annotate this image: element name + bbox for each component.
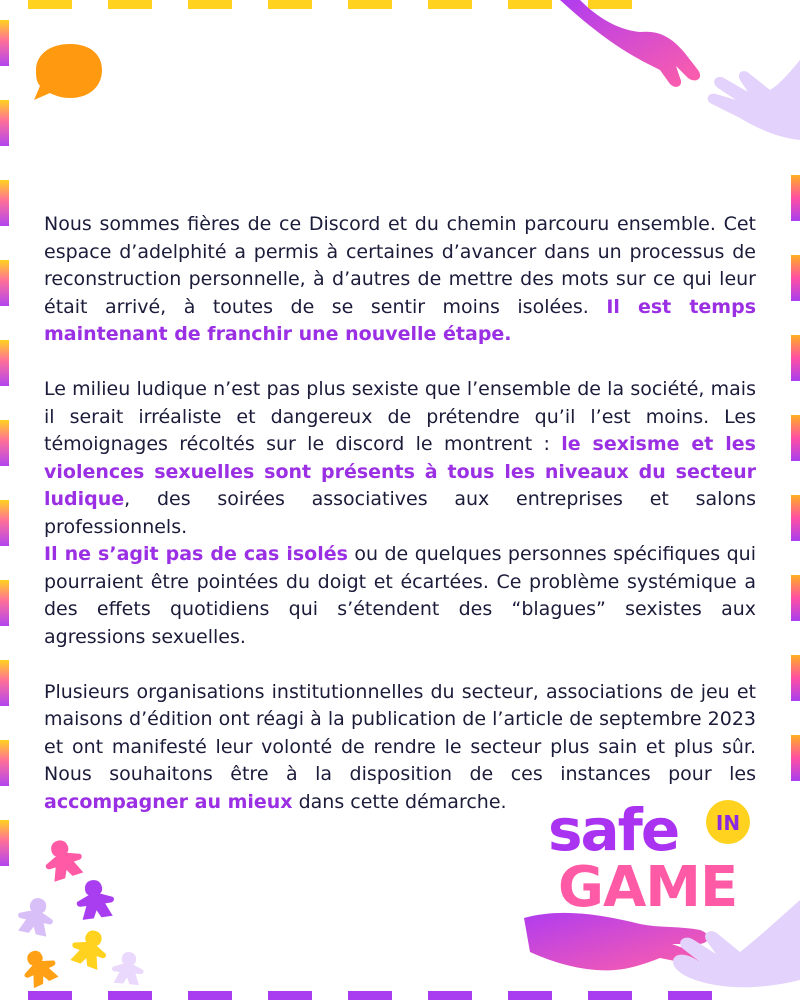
speech-bubble-icon [34, 44, 102, 100]
paragraph-3: Plusieurs organisations institutionnelles du secteur, associations de jeu et maisons d’édition ont réagi à la publication de l’article de septembre 2023 et ont manifesté leur volonté de rendre le secteur plus sain et plus sûr. Nous souhaitons être à la disposition de ces instances pour les accompagner au mieux dans cette démarche. [44, 680, 756, 813]
hand-icon [560, 0, 800, 140]
top-border [28, 0, 632, 9]
logo-badge-text: IN [715, 811, 741, 835]
meeple-icon [15, 835, 146, 989]
safe-in-game-logo [548, 800, 758, 910]
highlight-text: Il ne s’agit pas de cas isolés [44, 543, 348, 565]
logo-word-game: GAME [558, 855, 738, 910]
hand-icon [524, 900, 800, 987]
right-border [791, 175, 800, 781]
left-border [0, 20, 9, 866]
paragraph-1: Nous sommes fières de ce Discord et du chemin parcouru ensemble. Cet espace d’adelphité a permis à certaines d’avancer dans un processus de reconstruction personnelle, à d’autres de mettre des mots sur ce qui leur était arrivé, à toutes de se sentir moins isolées. Il est temps maintenant de franchir une nouvelle étape. [44, 213, 757, 345]
paragraph-2: Le milieu ludique n’est pas plus sexiste que l’ensemble de la société, mais il serait irréaliste et dangereux de prétendre qu’il l’est moins. Les témoignages récoltés sur le discord le montrent : le sexisme et les violences sexuelles sont présents à tous les niveaux du secteur ludique, des soirées associatives aux entreprises et salons professionnels. Il ne s’agit pas de cas isolés ou de quelques personnes spécifiques qui pourraient être pointées du doigt et écartées. Ce problème systémique a des effets quotidiens qui s’étendent des “blagues” sexistes aux agressions sexuelles. [44, 378, 757, 648]
highlight-text: le sexisme et les violences sexuelles sont présents à tous les niveaux du secteur ludique [44, 433, 756, 510]
highlight-text: accompagner au mieux [44, 790, 293, 813]
highlight-text: Il est temps maintenant de franchir une nouvelle étape. [44, 295, 757, 345]
bottom-border [28, 991, 712, 1000]
main-text [44, 211, 756, 844]
logo-word-safe: safe [548, 800, 679, 864]
